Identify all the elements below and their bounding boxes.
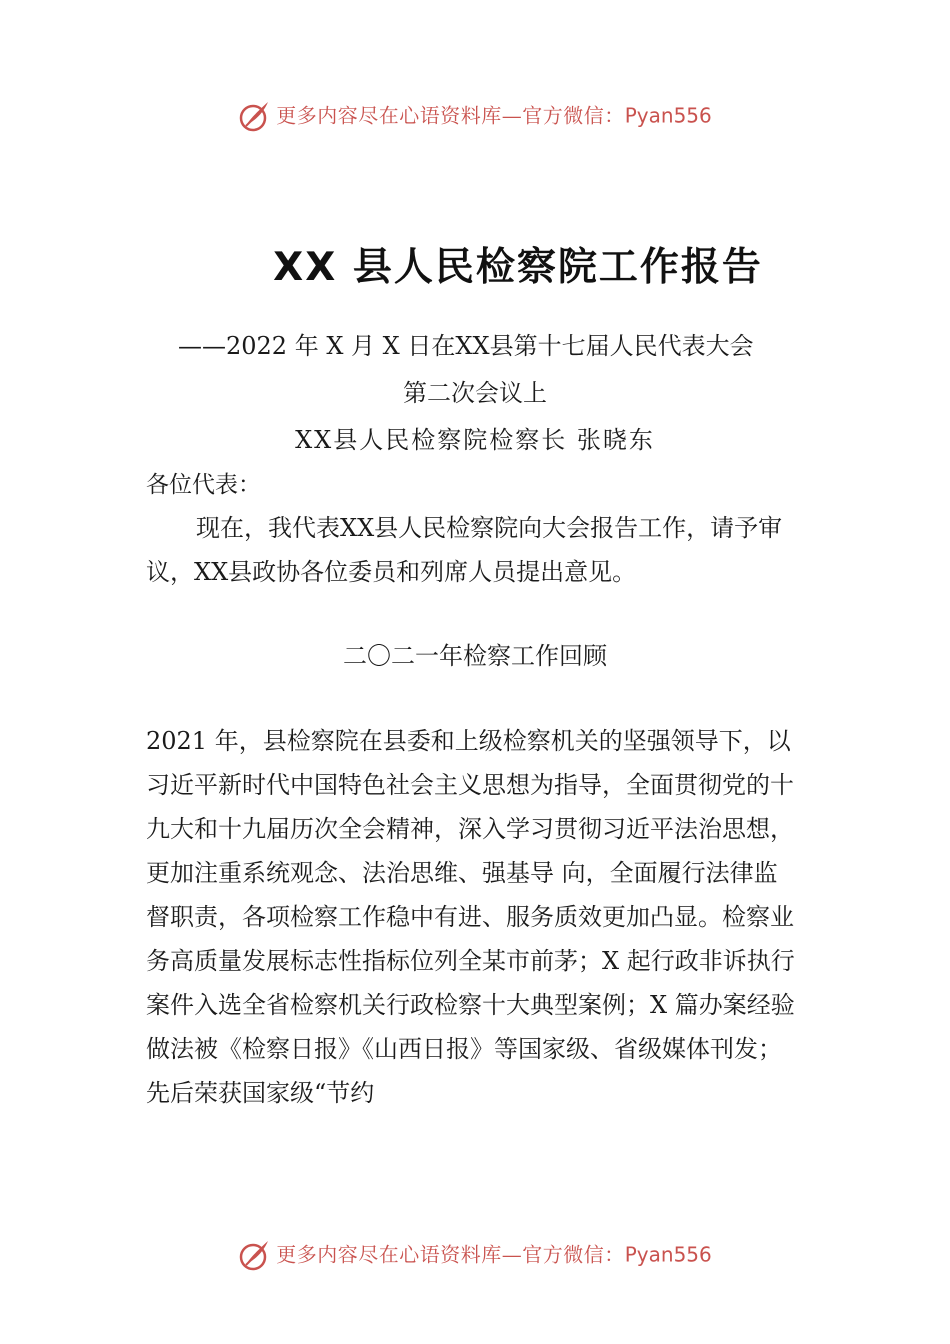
quill-logo-icon (238, 99, 272, 133)
watermark-handle: Pyan556 (624, 1242, 712, 1267)
intro-paragraph: 现在，我代表XX县人民检察院向大会报告工作，请予审议，XX县政协各位委员和列席人员提出意见。 (146, 514, 783, 586)
author-line: XX县人民检察院检察长 张晓东 (295, 426, 655, 454)
watermark-text: 更多内容尽在心语资料库—官方微信： (276, 1242, 625, 1267)
document-title: XX 县人民检察院工作报告 (273, 245, 763, 290)
body-paragraph: 2021 年，县检察院在县委和上级检察机关的坚强领导下，以习近平新时代中国特色社会主义思想为指导，全面贯彻党的十九大和十九届历次全会精神，深入学习贯彻习近平法治思想，更加注重系统观念、法治思维、强基导 向，全面履行法律监督职责，各项检察工作稳中有进、服务质效更加凸显。检察业务高质量发展标志性指标位列全某市前茅；X 起行政非诉执行案件入选全省检察机关行政检察十大典型案例；X 篇办案经验做法被《检察日报》《山西日报》等国家级、省级媒体刊发；先后荣获国家级“节约 (146, 727, 795, 1107)
quill-logo-icon (238, 1238, 272, 1272)
watermark-handle: Pyan556 (624, 103, 712, 128)
header-watermark (0, 94, 950, 134)
section-heading: 二〇二一年检察工作回顾 (343, 642, 607, 670)
watermark-text: 更多内容尽在心语资料库—官方微信： (276, 103, 625, 128)
subtitle-line-1: ——2022 年 X 月 X 日在XX县第十七届人民代表大会 (178, 332, 754, 360)
subtitle-line-2: 第二次会议上 (403, 379, 547, 407)
greeting: 各位代表： (146, 472, 261, 498)
footer-watermark (0, 1233, 950, 1273)
